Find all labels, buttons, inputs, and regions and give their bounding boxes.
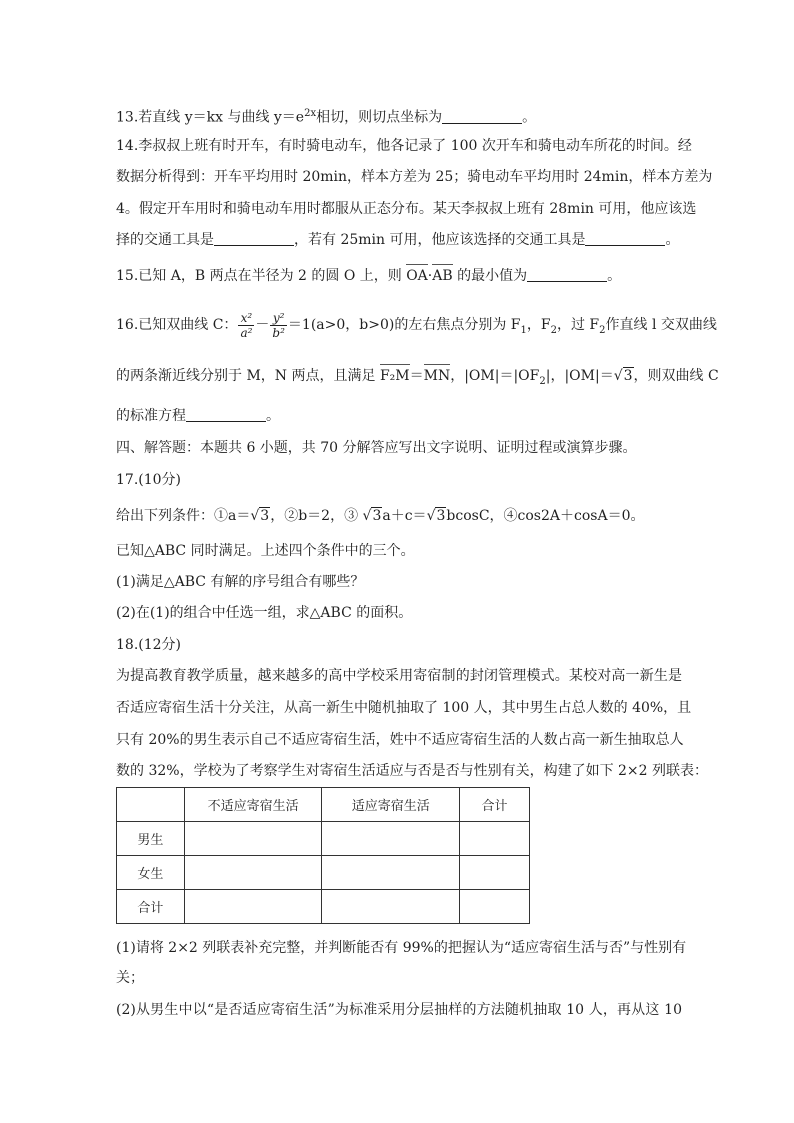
vector-ab: AB — [432, 268, 453, 284]
table-cell[interactable] — [184, 856, 322, 890]
sqrt-3: √3 — [613, 368, 633, 384]
question-18-line-2: 否适应寄宿生活十分关注，从高一新生中随机抽取了 100 人，其中男生占总人数的 40%，且 — [116, 700, 692, 716]
sqrt-3: √3 — [426, 508, 446, 524]
table-cell[interactable] — [460, 890, 530, 924]
table-row — [117, 822, 530, 856]
contingency-table — [116, 787, 530, 924]
question-18-header: 18.(12分) — [116, 637, 182, 653]
table-cell[interactable] — [322, 856, 460, 890]
table-cell[interactable] — [460, 856, 530, 890]
table-header-cell: 适应寄宿生活 — [322, 788, 460, 822]
question-17-conditions: 给出下列条件：①a＝√3，②b＝2，③ √3a＋c＝√3bcosC，④cos2A＋cosA＝0。 — [116, 508, 645, 524]
table-row — [117, 856, 530, 890]
question-18-line-3: 只有 20%的男生表示自己不适应寄宿生活，姓中不适应寄宿生活的人数占高一新生抽取总人 — [116, 732, 684, 748]
question-17-part-1: (1)满足△ABC 有解的序号组合有哪些？ — [116, 574, 365, 590]
question-17-part-2: (2)在(1)的组合中任选一组，求△ABC 的面积。 — [116, 605, 413, 621]
question-15: 15.已知 A，B 两点在半径为 2 的圆 O 上，则 OA·AB 的最小值为 。 — [116, 268, 622, 284]
row-label: 男生 — [117, 822, 185, 856]
answer-blank[interactable] — [214, 231, 294, 246]
row-label: 女生 — [117, 856, 185, 890]
answer-blank[interactable] — [442, 109, 522, 124]
table-header-cell: 合计 — [460, 788, 530, 822]
table-row — [117, 890, 530, 924]
question-14-line-3: 4。假定开车用时和骑电动车用时都服从正态分布。某天李叔叔上班有 28min 可用，他应该选 — [116, 201, 697, 217]
table-header-cell: 不适应寄宿生活 — [184, 788, 322, 822]
question-16-line-1: 16.已知双曲线 C： $\frac{\text{x²}}{\text{a²}}$ － $\frac{\text{y²}}{\text{b²}}$ ＝1(a>0，b>0)的左右焦点分别为 $F_1$，$F_2$，过 $F_2$作直线 l 交双曲线 — [116, 310, 717, 340]
table-cell[interactable] — [322, 890, 460, 924]
answer-blank[interactable] — [585, 231, 665, 246]
sqrt-3: √3 — [250, 508, 270, 524]
vector-oa: OA — [406, 268, 428, 284]
question-18-part-2-line-1: (2)从男生中以“是否适应寄宿生活”为标准采用分层抽样的方法随机抽取 10 人，再从这 10 — [116, 1002, 682, 1018]
fraction-x2-a2: $\frac{\text{x²}}{\text{a²}}$ — [240, 310, 253, 340]
question-18-part-1-line-1: (1)请将 2×2 列联表补充完整，并判断能否有 99%的把握认为“适应寄宿生活与否”与性别有 — [116, 940, 687, 956]
question-16-line-3: 的标准方程 。 — [116, 408, 280, 424]
question-17-header: 17.(10分) — [116, 472, 182, 488]
question-14-line-4: 择的交通工具是 ，若有 25min 可用，他应该选择的交通工具是 。 — [116, 232, 680, 248]
section-4-heading: 四、解答题：本题共 6 小题，共 70 分解答应写出文字说明、证明过程或演算步骤。 — [116, 440, 637, 456]
question-14-line-1: 14.李叔叔上班有时开车，有时骑电动车，他各记录了 100 次开车和骑电动车所花的时间。经 — [116, 138, 692, 154]
vector-f2m: F₂M — [379, 368, 410, 384]
question-17-known: 已知△ABC 同时满足。上述四个条件中的三个。 — [116, 543, 415, 559]
table-cell[interactable] — [460, 822, 530, 856]
table-cell[interactable] — [184, 822, 322, 856]
table-header-cell — [117, 788, 185, 822]
row-label: 合计 — [117, 890, 185, 924]
table-cell[interactable] — [322, 822, 460, 856]
question-13: 13.若直线 y＝kx 与曲线 $y=e^{2x}$相切，则切点坐标为 。 — [116, 108, 537, 126]
sqrt-3: √3 — [362, 508, 382, 524]
answer-blank[interactable] — [186, 407, 266, 422]
answer-blank[interactable] — [527, 267, 607, 282]
vector-mn: MN — [423, 368, 451, 384]
question-18-line-4: 数的 32%，学校为了考察学生对寄宿生活适应与否是否与性别有关，构建了如下 2×2 列联表： — [116, 763, 709, 779]
table-cell[interactable] — [184, 890, 322, 924]
question-18-part-1-line-2: 关； — [116, 970, 144, 986]
question-16-line-2: 的两条渐近线分别于 M，N 两点，且满足 F₂M＝MN，$|OM|=|OF_2|$，|OM|＝√3，则双曲线 C — [116, 368, 719, 387]
question-14-line-2: 数据分析得到：开车平均用时 20min，样本方差为 25；骑电动车平均用时 24min，样本方差为 — [116, 169, 713, 185]
table-header-row — [117, 788, 530, 822]
fraction-y2-b2: $\frac{\text{y²}}{\text{b²}}$ — [272, 310, 285, 340]
question-18-line-1: 为提高教育教学质量，越来越多的高中学校采用寄宿制的封闭管理模式。某校对高一新生是 — [116, 668, 682, 684]
